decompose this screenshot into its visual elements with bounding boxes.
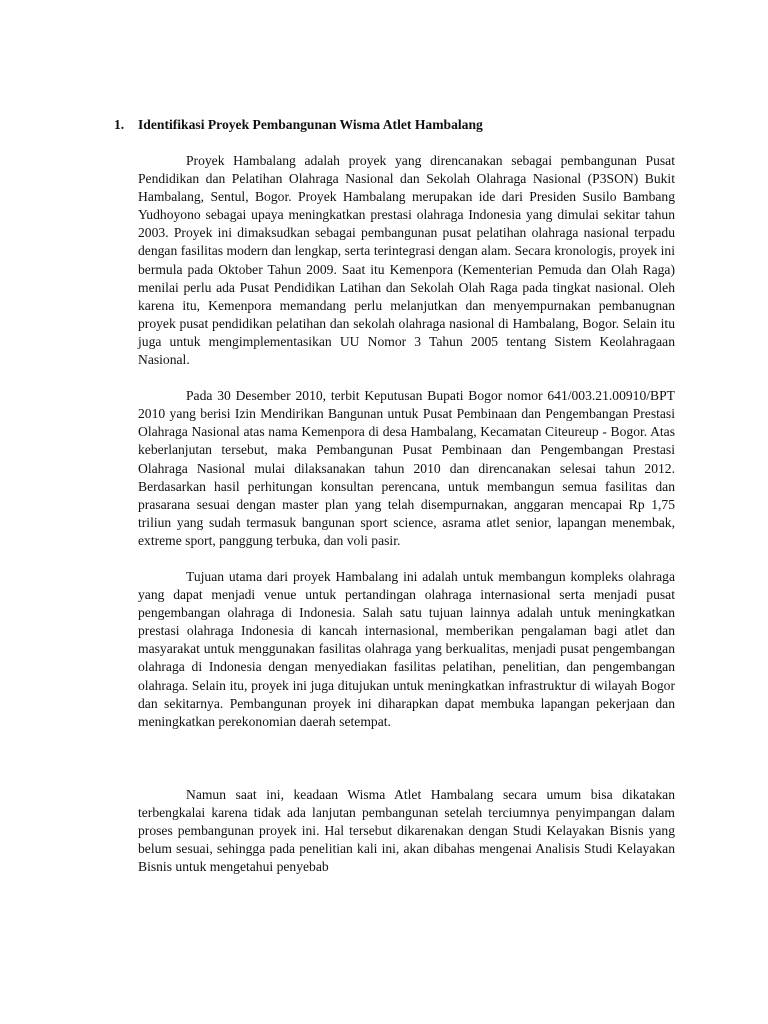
- section-number: 1.: [114, 117, 125, 132]
- paragraph-spacer: [138, 369, 675, 387]
- paragraph-1: Proyek Hambalang adalah proyek yang direncanakan sebagai pembangunan Pusat Pendidikan dan Pelatihan Olahraga Nasional dan Sekolah Olahraga Nasional (P3SON) Bukit Hambalang, Sentul, Bogor. Proyek Hambalang merupakan ide dari Presiden Susilo Bambang Yudhoyono sebagai upaya meningkatkan prestasi olahraga Indonesia yang dimulai sekitar tahun 2003. Proyek ini dimaksudkan sebagai pembangunan pusat pelatihan olahraga nasional terpadu dengan fasilitas modern dan lengkap, serta terintegrasi dengan alam. Secara kronologis, proyek ini bermula pada Oktober Tahun 2009. Saat itu Kemenpora (Kementerian Pemuda dan Olah Raga) menilai perlu ada Pusat Pendidikan Latihan dan Sekolah Olah Raga pada tingkat nasional. Oleh karena itu, Kemenpora memandang perlu melanjutkan dan menyempurnakan pembanugnan proyek pusat pendidikan pelatihan dan sekolah olahraga nasional di Hambalang, Bogor. Selain itu juga untuk mengimplementasikan UU Nomor 3 Tahun 2005 tentang Sistem Keolahragaan Nasional.: [138, 153, 675, 368]
- document-body: [114, 116, 675, 876]
- paragraph-2: Pada 30 Desember 2010, terbit Keputusan Bupati Bogor nomor 641/003.21.00910/BPT 2010 yang berisi Izin Mendirikan Bangunan untuk Pusat Pembinaan dan Pengembangan Prestasi Olahraga Nasional atas nama Kemenpora di desa Hambalang, Kecamatan Citeureup - Bogor. Atas keberlanjutan tersebut, maka Pembangunan Pusat Pembinaan dan Pengembangan Prestasi Olahraga Nasional mulai dilaksanakan tahun 2010 dan direncanakan selesai tahun 2012. Berdasarkan hasil perhitungan konsultan perencana, untuk membangun semua fasilitas dan prasarana sesuai dengan master plan yang telah disempurnakan, anggaran mencapai Rp 1,75 triliun yang sudah termasuk bangunan sport science, asrama atlet senior, lapangan menembak, extreme sport, panggung terbuka, dan voli pasir.: [138, 388, 675, 548]
- paragraph-4: Namun saat ini, keadaan Wisma Atlet Hambalang secara umum bisa dikatakan terbengkalai karena tidak ada lanjutan pembangunan setelah terciumnya penyimpangan dalam proses pembangunan proyek ini. Hal tersebut dikarenakan dengan Studi Kelayakan Bisnis yang belum sesuai, sehingga pada penelitian kali ini, akan dibahas mengenai Analisis Studi Kelayakan Bisnis untuk mengetahui penyebab: [138, 786, 675, 875]
- paragraph-spacer: [138, 731, 675, 786]
- paragraph-spacer: [138, 550, 675, 568]
- section-heading: [114, 116, 675, 134]
- paragraph-3: Tujuan utama dari proyek Hambalang ini adalah untuk membangun kompleks olahraga yang dapat menjadi venue untuk pertandingan olahraga internasional serta menjadi pusat pengembangan olahraga di Indonesia. Salah satu tujuan lainnya adalah untuk meningkatkan prestasi olahraga Indonesia di kancah internasional, memberikan pengalaman bagi atlet dan masyarakat untuk menggunakan fasilitas olahraga yang berkualitas, menjadi pusat pengembangan olahraga di Indonesia dengan menyediakan fasilitas pelatihan, penelitian, dan pengembangan olahraga. Selain itu, proyek ini juga ditujukan untuk meningkatkan infrastruktur di wilayah Bogor dan sekitarnya. Pembangunan proyek ini diharapkan dapat membuka lapangan pekerjaan dan meningkatkan perekonomian daerah setempat.: [138, 568, 675, 729]
- section-title: Identifikasi Proyek Pembangunan Wisma Atlet Hambalang: [138, 117, 483, 132]
